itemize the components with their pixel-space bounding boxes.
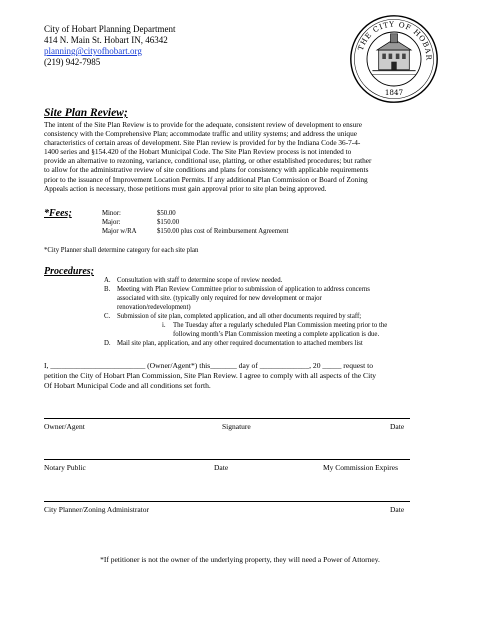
- procedure-line: following month’s Plan Commission meeting a complete application is due.: [173, 331, 380, 338]
- date-label: Date: [390, 422, 405, 431]
- seal-year: 1847: [384, 88, 404, 98]
- date-label: Date: [214, 463, 229, 472]
- procedure-letter: i.: [162, 322, 166, 329]
- signature-label: Signature: [222, 422, 251, 431]
- procedure-letter: C.: [104, 313, 111, 320]
- site-plan-title: Site Plan Review;: [44, 107, 128, 119]
- procedure-line: Submission of site plan, completed application, and all other documents required by staff;: [117, 313, 362, 320]
- paragraph-line: characteristics of certain areas of development. Site Plan review is provided for by the Indiana Code 36-7-4-: [44, 138, 361, 148]
- procedure-line: associated with site. (typically only required for new development or major: [117, 295, 322, 302]
- email-link[interactable]: planning@cityofhobart.org: [44, 46, 142, 56]
- procedure-line: The Tuesday after a regularly scheduled Plan Commission meeting prior to the: [173, 322, 388, 329]
- notary-label: Notary Public: [44, 463, 86, 472]
- org-address: 414 N. Main St. Hobart IN, 46342: [44, 35, 168, 45]
- paragraph-line: 1400 series and §154.420 of the Hobart Municipal Code. The Site Plan Review process is not intended to: [44, 147, 352, 157]
- procedure-line: renovation/redevelopment): [117, 304, 191, 311]
- agreement-line: I, _________________________ (Owner/Agent*) this_______ day of _____________, 20 _____ request to: [44, 361, 374, 370]
- owner-agent-label: Owner/Agent: [44, 422, 85, 431]
- paragraph-line: Appeals action is necessary, those petitions must gain approval prior to site plan being approved.: [44, 183, 327, 193]
- fees-note: *City Planner shall determine category for each site plan: [44, 247, 199, 254]
- paragraph-line: provide an alternative to rezoning, variance, conditional use, platting, or other established procedures; but rather: [44, 156, 372, 166]
- city-planner-label: City Planner/Zoning Administrator: [44, 505, 149, 514]
- agreement-line: Of Hobart Municipal Code and all conditions set forth.: [44, 381, 211, 390]
- procedure-letter: D.: [104, 340, 111, 347]
- org-name: City of Hobart Planning Department: [44, 24, 176, 34]
- paragraph-line: prior to the issuance of Improvement Location Permits. If any additional Plan Commission or Board of Zoning: [44, 174, 368, 184]
- fee-value: $50.00: [157, 210, 176, 217]
- procedure-line: Mail site plan, application, and any other required documentation to attached members list: [117, 340, 363, 347]
- procedure-line: Meeting with Plan Review Committee prior to submission of application to address concerns: [117, 286, 370, 293]
- agreement-line: petition the City of Hobart Plan Commission, Site Plan Review. I agree to comply with all aspects of the City: [44, 371, 377, 380]
- fee-value: $150.00 plus cost of Reimbursement Agreement: [157, 228, 289, 235]
- paragraph-line: consistency with the Comprehensive Plan; accommodate traffic and utility systems; and address the unique: [44, 129, 357, 139]
- signature-line: [44, 459, 410, 460]
- signature-line: [44, 501, 410, 502]
- footnote: *If petitioner is not the owner of the underlying property, they will need a Power of Attorney.: [100, 555, 380, 564]
- procedure-line: Consultation with staff to determine scope of review needed.: [117, 277, 283, 284]
- date-label: Date: [390, 505, 405, 514]
- city-seal: [349, 14, 439, 104]
- paragraph-line: The intent of the Site Plan Review is to provide for the adequate, consistent review of development to ensure: [44, 120, 362, 129]
- site-plan-paragraph: [44, 120, 444, 193]
- procedures-title: Procedures;: [44, 266, 94, 277]
- agreement-paragraph: [44, 361, 444, 391]
- procedure-letter: A.: [104, 277, 111, 284]
- fee-label: Major w/RA: [102, 228, 137, 235]
- commission-expires-label: My Commission Expires: [323, 463, 399, 472]
- fees-title: *Fees;: [44, 208, 72, 219]
- signature-line: [44, 418, 410, 419]
- org-phone: (219) 942-7985: [44, 57, 101, 67]
- fee-value: $150.00: [157, 219, 180, 226]
- seal-top-text: THE CITY OF HOBAR: [355, 19, 434, 61]
- fee-label: Minor:: [102, 210, 121, 217]
- procedure-letter: B.: [104, 286, 111, 293]
- paragraph-line: to allow for the administrative review of site conditions and plans for consistency with applicable requirements: [44, 165, 369, 175]
- fee-label: Major:: [102, 219, 121, 226]
